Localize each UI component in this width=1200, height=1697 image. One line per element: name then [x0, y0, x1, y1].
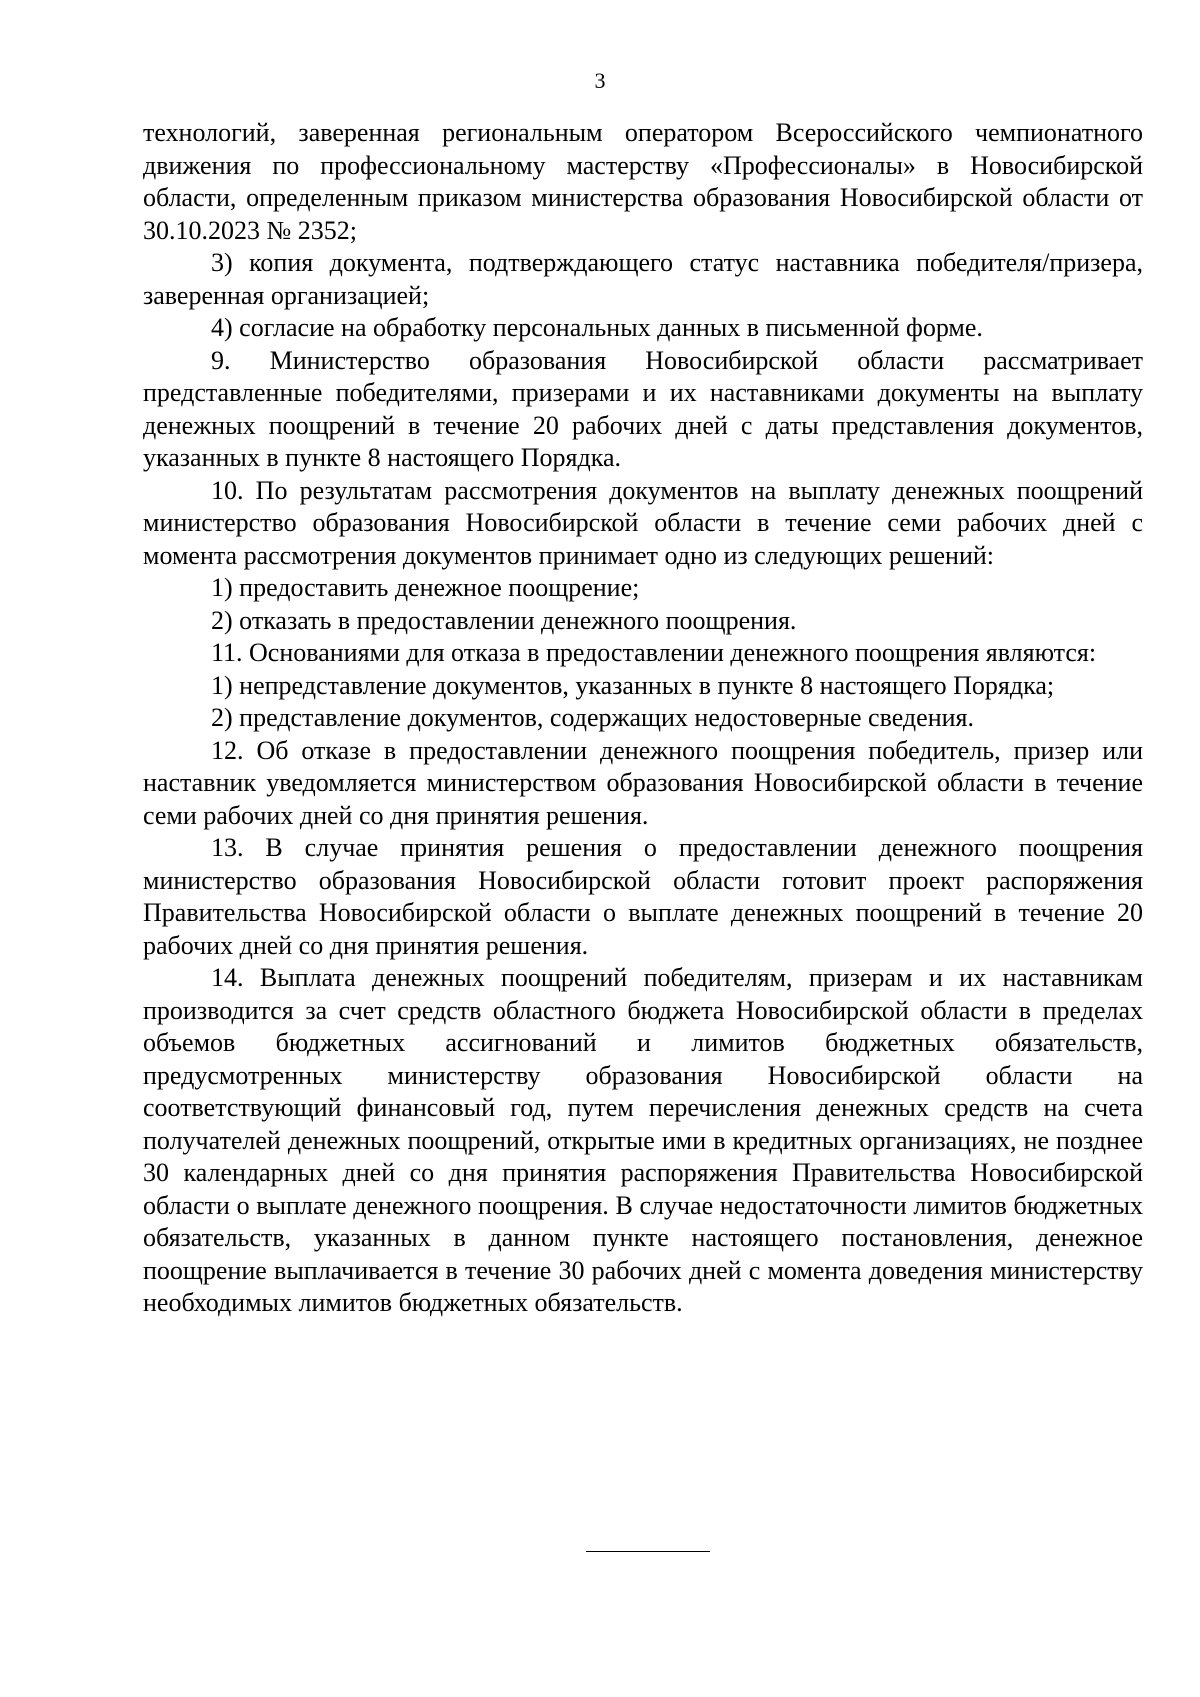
end-separator-line: [586, 1551, 710, 1552]
clause-11-reason-2: 2) представление документов, содержащих недостоверные сведения.: [211, 703, 974, 732]
page-number: 3: [594, 68, 606, 93]
clause-13: 13. В случае принятия решения о предоставлении денежного поощрения министерство образования Новосибирской области готовит проект распоряжения Правительства Новосибирской области о выплате денежных поощрений в течение 20 рабочих дней со дня принятия решения.: [143, 833, 1143, 960]
clause-11: 11. Основаниями для отказа в предоставлении денежного поощрения являются:: [211, 638, 1097, 667]
clause-10-option-2: 2) отказать в предоставлении денежного поощрения.: [211, 605, 797, 635]
clause-12: 12. Об отказе в предоставлении денежного поощрения победитель, призер или наставник уведомляется министерством образования Новосибирской области в течение семи рабочих дней со дня принятия решения.: [143, 735, 1143, 830]
clause-10: 10. По результатам рассмотрения документов на выплату денежных поощрений министерство образования Новосибирской области в течение семи рабочих дней с момента рассмотрения документов принимает одно из следующих решений:: [143, 475, 1143, 570]
clause-10-option-1: 1) предоставить денежное поощрение;: [211, 573, 640, 602]
clause-14: 14. Выплата денежных поощрений победителям, призерам и их наставникам производится за счет средств областного бюджета Новосибирской области в пределах объемов бюджетных ассигнований и лимитов бюджетных обязательств, предусмотренных министерству образования Новосибирской области на соответствующий финансовый год, путем перечисления денежных средств на счета получателей денежных поощрений, открытые ими в кредитных организациях, не позднее 30 календарных дней со дня принятия распоряжения Правительства Новосибирской области о выплате денежного поощрения. В случае недостаточности лимитов бюджетных обязательств, указанных в данном пункте настоящего постановления, денежное поощрение выплачивается в течение 30 рабочих дней с момента доведения министерству необходимых лимитов бюджетных обязательств.: [143, 963, 1143, 1317]
clause-11-reason-1: 1) непредставление документов, указанных в пункте 8 настоящего Порядка;: [211, 670, 1055, 700]
document-body: [143, 117, 1143, 1320]
paragraph-continuation: технологий, заверенная региональным оператором Всероссийского чемпионатного движения по профессиональному мастерству «Профессионалы» в Новосибирской области, определенным приказом министерства образования Новосибирской области от 30.10.2023 № 2352;: [143, 118, 1143, 245]
list-item-3: 3) копия документа, подтверждающего статус наставника победителя/призера, заверенная организацией;: [143, 248, 1143, 310]
clause-9: 9. Министерство образования Новосибирской области рассматривает представленные победителями, призерами и их наставниками документы на выплату денежных поощрений в течение 20 рабочих дней с даты представления документов, указанных в пункте 8 настоящего Порядка.: [143, 345, 1143, 472]
list-item-4: 4) согласие на обработку персональных данных в письменной форме.: [211, 313, 983, 342]
